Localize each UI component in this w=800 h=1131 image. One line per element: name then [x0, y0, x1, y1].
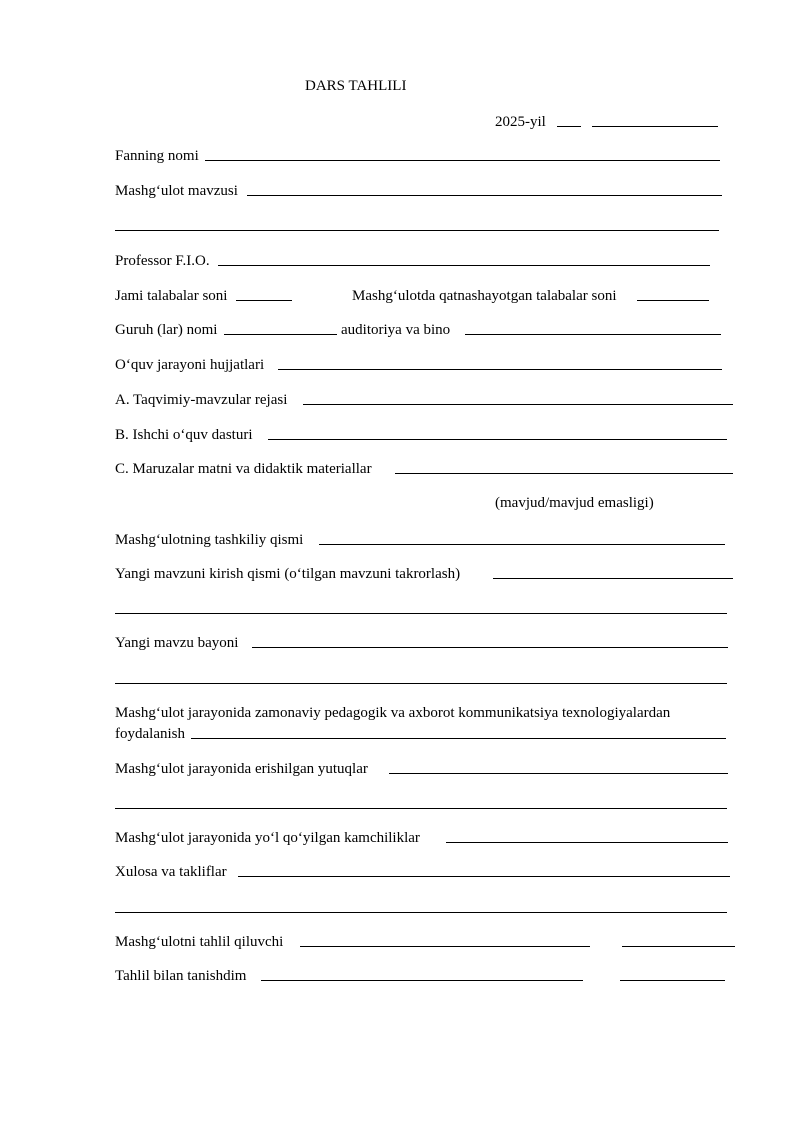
date-label: 2025-yil: [495, 114, 546, 130]
shortcomings-label: Mashg‘ulot jarayonida yo‘l qo‘yilgan kamchiliklar: [115, 830, 420, 846]
date-day-field[interactable]: [557, 126, 581, 127]
achievements-field-continued[interactable]: [115, 808, 727, 809]
topic-field-continued[interactable]: [115, 230, 719, 231]
auditorium-field[interactable]: [465, 334, 721, 335]
topic-field[interactable]: [247, 195, 722, 196]
doc-b-label: B. Ishchi o‘quv dasturi: [115, 427, 253, 443]
ict-field[interactable]: [191, 738, 726, 739]
documents-field[interactable]: [278, 369, 722, 370]
doc-b-field[interactable]: [268, 439, 727, 440]
intro-label: Yangi mavzuni kirish qismi (o‘tilgan mavzuni takrorlash): [115, 566, 461, 582]
conclusions-field-continued[interactable]: [115, 912, 727, 913]
achievements-label: Mashg‘ulot jarayonida erishilgan yutuqlar: [115, 761, 368, 777]
new-topic-label: Yangi mavzu bayoni: [115, 635, 239, 651]
conclusions-field[interactable]: [238, 876, 730, 877]
new-topic-field-continued[interactable]: [115, 683, 727, 684]
document-title: DARS TAHLILI: [305, 78, 407, 94]
acknowledged-signature-field[interactable]: [620, 980, 725, 981]
topic-label: Mashg‘ulot mavzusi: [115, 183, 238, 199]
analyst-label: Mashg‘ulotni tahlil qiluvchi: [115, 934, 284, 950]
ict-label-line2: foydalanish: [115, 726, 185, 742]
conclusions-label: Xulosa va takliflar: [115, 864, 227, 880]
availability-note: (mavjud/mavjud emasligi): [495, 495, 654, 511]
doc-c-label: C. Maruzalar matni va didaktik materiallar: [115, 461, 372, 477]
documents-label: O‘quv jarayoni hujjatlari: [115, 357, 265, 373]
total-students-field[interactable]: [236, 300, 292, 301]
professor-label: Professor F.I.O.: [115, 253, 210, 269]
total-students-label: Jami talabalar soni: [115, 288, 228, 304]
new-topic-field[interactable]: [252, 647, 728, 648]
group-label: Guruh (lar) nomi: [115, 322, 218, 338]
organizational-field[interactable]: [319, 544, 725, 545]
intro-field[interactable]: [493, 578, 733, 579]
acknowledged-name-field[interactable]: [261, 980, 583, 981]
attending-students-label: Mashg‘ulotda qatnashayotgan talabalar soni: [352, 288, 617, 304]
shortcomings-field[interactable]: [446, 842, 728, 843]
auditorium-label: auditoriya va bino: [341, 322, 451, 338]
analyst-name-field[interactable]: [300, 946, 590, 947]
professor-field[interactable]: [218, 265, 710, 266]
intro-field-continued[interactable]: [115, 613, 727, 614]
organizational-label: Mashg‘ulotning tashkiliy qismi: [115, 532, 304, 548]
subject-field[interactable]: [205, 160, 720, 161]
group-field[interactable]: [224, 334, 337, 335]
doc-c-field[interactable]: [395, 473, 733, 474]
date-month-field[interactable]: [592, 126, 718, 127]
attending-students-field[interactable]: [637, 300, 709, 301]
analyst-signature-field[interactable]: [622, 946, 735, 947]
doc-a-label: A. Taqvimiy-mavzular rejasi: [115, 392, 288, 408]
achievements-field[interactable]: [389, 773, 728, 774]
doc-a-field[interactable]: [303, 404, 733, 405]
subject-label: Fanning nomi: [115, 148, 199, 164]
ict-label-line1: Mashg‘ulot jarayonida zamonaviy pedagogik va axborot kommunikatsiya texnologiyalardan: [115, 705, 671, 721]
acknowledged-label: Tahlil bilan tanishdim: [115, 968, 247, 984]
